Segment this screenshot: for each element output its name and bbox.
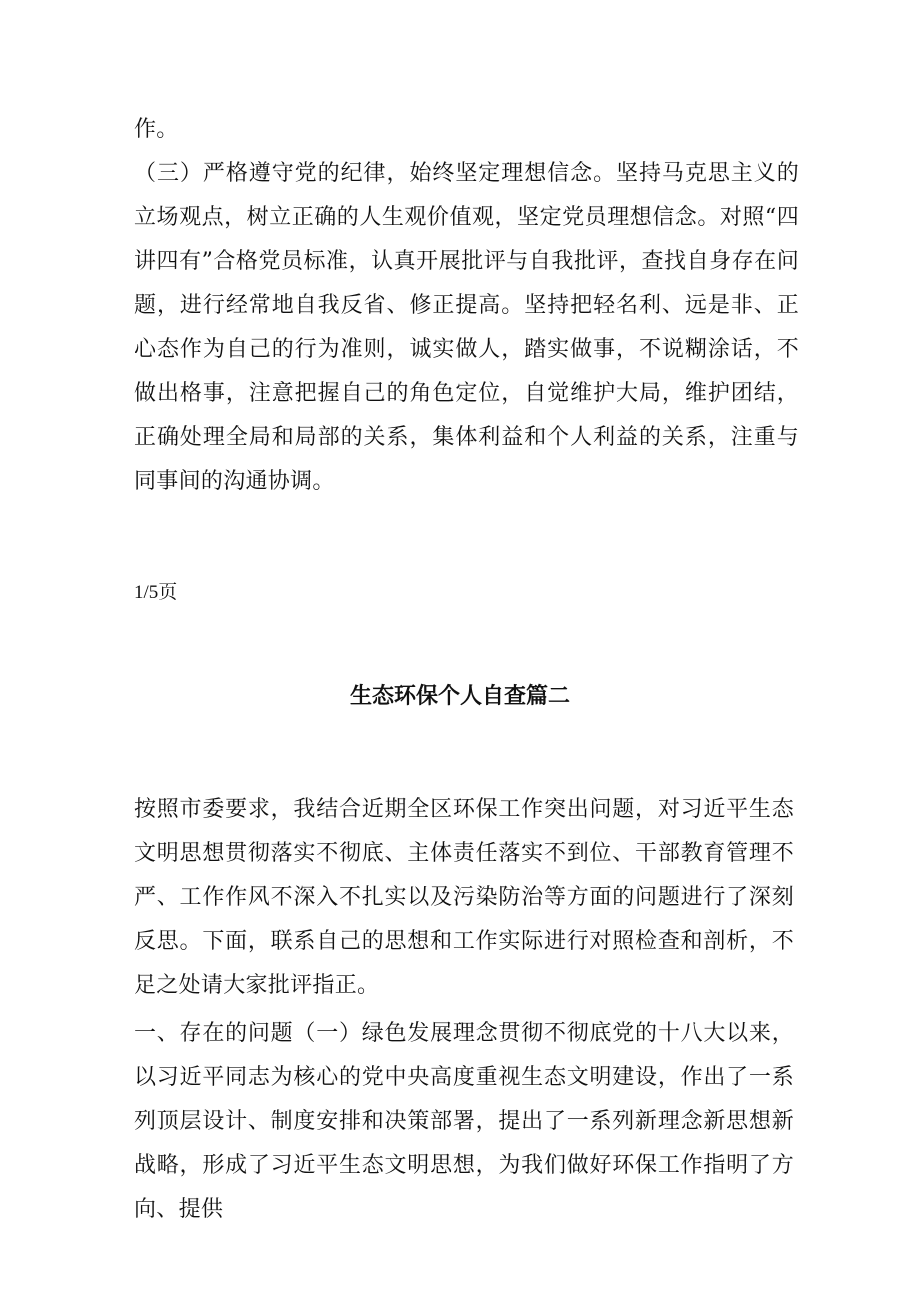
section-title: 生态环保个人自查篇二 bbox=[349, 683, 570, 709]
paragraph-introduction: 按照市委要求，我结合近期全区环保工作突出问题，对习近平生态文明思想贯彻落实不彻底、主体责任落实不到位、干部教育管理不严、工作作风不深入不扎实以及污染防治等方面的问题进行了深刻反思。下面，联系自己的思想和工作实际进行对照检查和剖析，不足之处请大家批评指正。 bbox=[134, 797, 794, 998]
paragraph-existing-problems: 一、存在的问题（一）绿色发展理念贯彻不彻底党的十八大以来，以习近平同志为核心的党中央高度重视生态文明建设，作出了一系列顶层设计、制度安排和决策部署，提出了一系列新理念新思想新战略，形成了习近平生态文明思想，为我们做好环保工作指明了方向、提供 bbox=[134, 1021, 794, 1222]
paragraph-continuation: 作。 bbox=[134, 117, 179, 142]
page-number: 1/5页 bbox=[134, 582, 178, 603]
paragraph-party-discipline: （三）严格遵守党的纪律，始终坚定理想信念。坚持马克思主义的立场观点，树立正确的人生观价值观，坚定党员理想信念。对照“四讲四有”合格党员标准，认真开展批评与自我批评，查找自身存在问题，进行经常地自我反省、修正提高。坚持把轻名利、远是非、正心态作为自己的行为准则，诚实做人，踏实做事，不说糊涂话，不做出格事，注意把握自己的角色定位，自觉维护大局，维护团结，正确处理全局和局部的关系，集体利益和个人利益的关系，注重与同事间的沟通协调。 bbox=[134, 161, 799, 494]
